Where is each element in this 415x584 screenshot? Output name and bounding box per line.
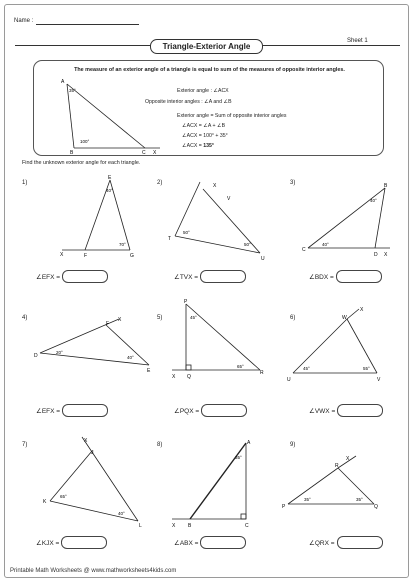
problem-5-figure <box>168 298 268 384</box>
p4-label-d: D <box>34 353 38 359</box>
p6-label-u: U <box>287 377 291 383</box>
p9-label-q: Q <box>374 504 378 510</box>
p7-answer-box[interactable] <box>61 536 107 549</box>
p9-answer-box[interactable] <box>337 536 383 549</box>
p2-answer-label: ∠TVX = <box>174 273 199 281</box>
p1-label-f: F <box>84 253 88 259</box>
problem-9-figure <box>282 452 382 512</box>
p6-angle-v: 55° <box>363 366 370 371</box>
angle-a-label: 35° <box>69 88 76 93</box>
p1-label-e: E <box>108 175 112 181</box>
p3-label-d: D <box>374 252 378 258</box>
problem-2-figure <box>165 178 265 263</box>
p1-label-g: G <box>130 253 134 259</box>
problem-8-answer <box>174 536 246 549</box>
p7-label-j: J <box>91 450 94 456</box>
p4-label-x: X <box>118 317 122 323</box>
p9-label-r: R <box>335 463 339 469</box>
p8-label-a: A <box>247 440 251 446</box>
p6-label-x: X <box>360 307 364 313</box>
p4-answer-label: ∠EFX = <box>36 407 61 415</box>
p2-label-u: U <box>261 256 265 262</box>
problem-6-number: 6) <box>290 315 296 321</box>
p3-label-c: C <box>302 247 306 253</box>
opposite-angles-line: Opposite interior angles : ∠A and ∠B <box>145 99 232 105</box>
problem-2-answer <box>174 270 246 283</box>
problem-7-answer <box>36 536 107 549</box>
problem-6-answer <box>309 404 383 417</box>
p5-angle-r: 65° <box>237 364 244 369</box>
p3-answer-box[interactable] <box>336 270 382 283</box>
problem-8-figure <box>168 435 268 527</box>
footer-prefix: Printable Math Worksheets @ <box>10 568 92 574</box>
example-box <box>33 60 384 156</box>
p9-angle-p: 35° <box>304 497 311 502</box>
p5-angle-p: 45° <box>190 315 197 320</box>
p9-answer-label: ∠QRX = <box>309 539 335 547</box>
p8-label-x: X <box>172 523 176 529</box>
example-heading: The measure of an exterior angle of a triangle is equal to sum of the measures of opposite interior angles. <box>74 67 345 73</box>
p3-label-x: X <box>384 252 388 258</box>
p2-angle-u: 50° <box>244 242 251 247</box>
p7-angle-k: 65° <box>60 494 67 499</box>
vertex-b-label: B <box>70 150 74 156</box>
p1-label-x: X <box>60 252 64 258</box>
p9-label-x: X <box>346 456 350 462</box>
problem-4-number: 4) <box>22 315 28 321</box>
vertex-x-label: X <box>153 150 157 156</box>
problem-3-figure <box>300 180 392 264</box>
p4-answer-box[interactable] <box>62 404 108 417</box>
example-triangle-figure <box>34 61 164 157</box>
p6-angle-u: 45° <box>303 366 310 371</box>
problem-7-figure <box>40 435 150 527</box>
problem-9-answer <box>309 536 383 549</box>
problem-8-number: 8) <box>157 442 163 448</box>
problem-1-number: 1) <box>22 180 28 186</box>
problem-3-number: 3) <box>290 180 296 186</box>
step-2: ∠ACX = 100° + 35° <box>182 133 228 139</box>
angle-b-label: 100° <box>80 139 90 144</box>
exterior-angle-line: Exterior angle : ∠ACX <box>177 88 229 94</box>
p7-label-k: K <box>43 499 47 505</box>
p5-answer-box[interactable] <box>201 404 247 417</box>
problem-6-figure <box>285 305 385 385</box>
name-line <box>36 24 139 25</box>
p3-answer-label: ∠BDX = <box>309 273 334 281</box>
problem-9-number: 9) <box>290 442 296 448</box>
problem-2-number: 2) <box>157 180 163 186</box>
problem-4-answer <box>36 404 108 417</box>
p4-label-e: E <box>147 368 151 374</box>
p7-label-l: L <box>139 523 142 529</box>
p7-angle-l: 40° <box>118 511 125 516</box>
p6-answer-label: ∠VWX = <box>309 407 336 415</box>
sheet-label: Sheet 1 <box>347 38 368 44</box>
p9-angle-q: 35° <box>356 497 363 502</box>
footer-site-link[interactable]: www.mathworksheets4kids.com <box>91 568 177 574</box>
p9-label-p: P <box>282 504 286 510</box>
side-ab <box>67 84 74 148</box>
problem-3-answer <box>309 270 382 283</box>
footer <box>10 568 176 574</box>
p8-label-b: B <box>188 523 192 529</box>
vertex-a-label: A <box>61 79 65 85</box>
p3-angle-c: 40° <box>322 242 329 247</box>
p8-label-c: C <box>245 523 249 529</box>
problem-7-number: 7) <box>22 442 28 448</box>
p3-label-b: B <box>384 183 388 189</box>
p8-angle-a: 35° <box>235 455 242 460</box>
p2-label-t: T <box>168 236 172 242</box>
p1-answer-box[interactable] <box>62 270 108 283</box>
p4-angle-d: 20° <box>56 350 63 355</box>
p5-answer-label: ∠PQX = <box>174 407 200 415</box>
p5-label-q: Q <box>187 374 191 380</box>
p6-answer-box[interactable] <box>337 404 383 417</box>
p8-answer-label: ∠ABX = <box>174 539 199 547</box>
problem-1-answer <box>36 270 108 283</box>
problem-5-answer <box>174 404 247 417</box>
step-3-prefix: ∠ACX = <box>182 143 204 149</box>
p2-label-x: X <box>213 183 217 189</box>
p1-angle-e: 40° <box>106 188 113 193</box>
p2-answer-box[interactable] <box>200 270 246 283</box>
problem-4-figure <box>34 315 152 375</box>
p7-answer-label: ∠KJX = <box>36 539 60 547</box>
p6-label-v: V <box>377 377 381 383</box>
step-3-value: 135° <box>203 143 214 149</box>
p7-label-x: X <box>84 438 88 444</box>
name-label: Name : <box>14 18 34 24</box>
problem-1-figure <box>50 175 140 265</box>
p5-label-r: R <box>260 370 264 376</box>
worksheet-title: Triangle-Exterior Angle <box>150 39 263 54</box>
p2-angle-t: 50° <box>183 230 190 235</box>
p8-answer-box[interactable] <box>200 536 246 549</box>
p6-label-w: W <box>342 315 347 321</box>
p4-label-f: F <box>106 321 110 327</box>
sum-line: Exterior angle = Sum of opposite interior angles <box>177 113 287 119</box>
p1-answer-label: ∠EFX = <box>36 273 61 281</box>
instruction-text: Find the unknown exterior angle for each triangle. <box>22 160 141 166</box>
p4-angle-e: 40° <box>127 355 134 360</box>
p3-angle-b: 40° <box>370 198 377 203</box>
p1-angle-g: 70° <box>119 242 126 247</box>
problem-5-number: 5) <box>157 315 163 321</box>
p5-label-x: X <box>172 374 176 380</box>
p2-label-v: V <box>227 196 231 202</box>
side-ac <box>67 84 145 148</box>
step-3 <box>182 143 214 149</box>
p5-label-p: P <box>184 299 188 305</box>
vertex-c-label: C <box>142 150 146 156</box>
step-1: ∠ACX = ∠A + ∠B <box>182 123 226 129</box>
